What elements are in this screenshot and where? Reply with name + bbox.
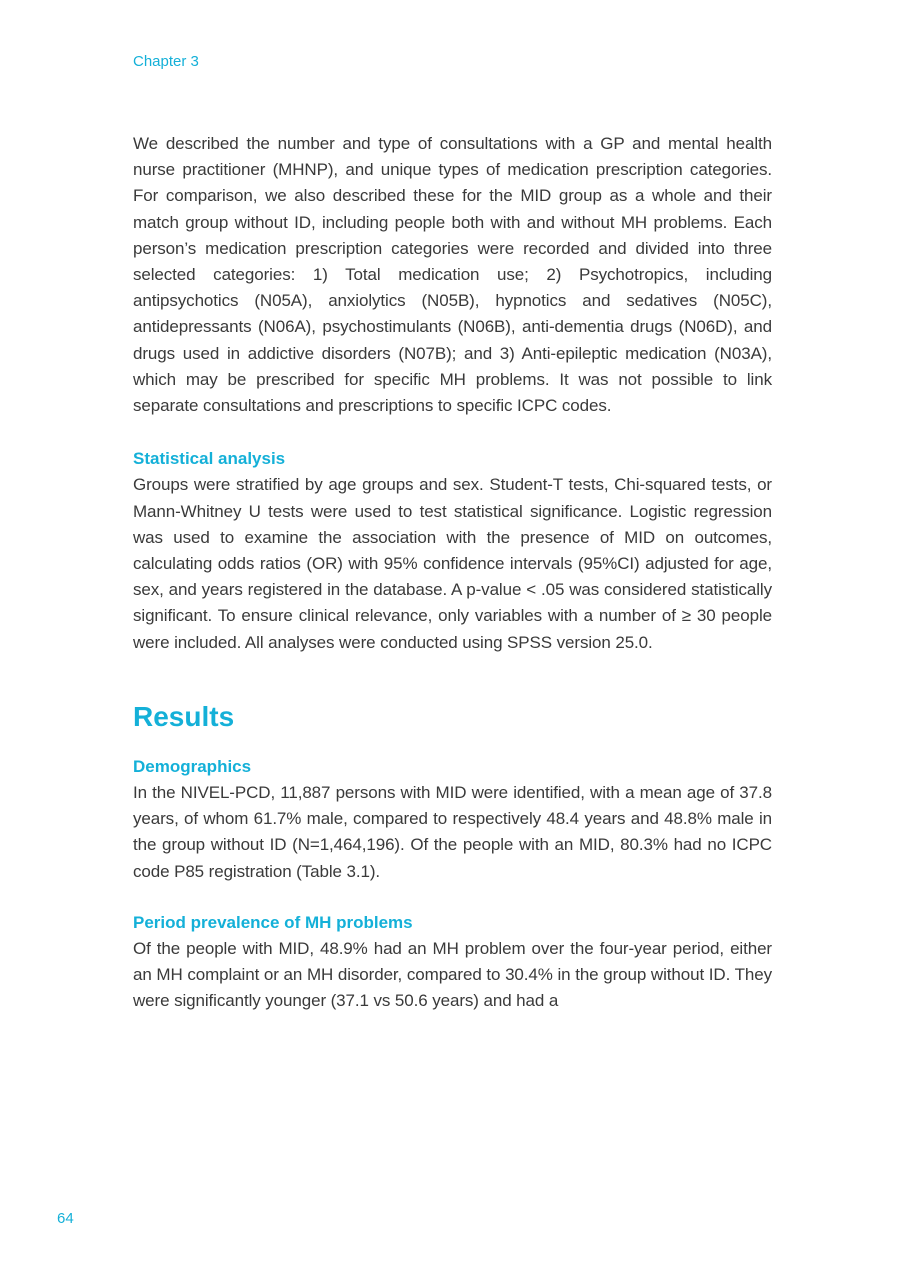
results-heading: Results xyxy=(133,700,235,732)
statistical-analysis-heading: Statistical analysis xyxy=(133,449,286,469)
page-number: 64 xyxy=(57,1210,74,1227)
statistical-analysis-paragraph: Groups were stratified by age groups and sex. Student-T tests, Chi-squared tests, or Mann-Whitney U tests were used to test statistical significance. Logistic regression was used to examine the association with the presence of MID on outcomes, calculating odds ratios (OR) with 95% confidence intervals (95%CI) adjusted for age, sex, and years registered in the database. A p-value < .05 was considered statistically significant. To ensure clinical relevance, only variables with a number of ≥ 30 people were included. All analyses were conducted using SPSS version 25.0. xyxy=(133,475,772,652)
demographics-paragraph: In the NIVEL-PCD, 11,887 persons with MID were identified, with a mean age of 37.8 years, of whom 61.7% male, compared to respectively 48.4 years and 48.8% male in the group without ID (N=1,464,196). Of the people with an MID, 80.3% had no ICPC code P85 registration (Table 3.1). xyxy=(133,783,772,881)
period-prevalence-heading: Period prevalence of MH problems xyxy=(133,912,413,932)
methods-paragraph: We described the number and type of consultations with a GP and mental health nurse practitioner (MHNP), and unique types of medication prescription categories. For comparison, we also described these for the MID group as a whole and their match group without ID, including people both with and without MH problems. Each person’s medication prescription categories were recorded and divided into three selected categories: 1) Total medication use; 2) Psychotropics, including antipsychotics (N05A), anxiolytics (N05B), hypnotics and sedatives (N05C), antidepressants (N06A), psychostimulants (N06B), anti-dementia drugs (N06D), and drugs used in addictive disorders (N07B); and 3) Anti-epileptic medication (N03A), which may be prescribed for specific MH problems. It was not possible to link separate consultations and prescriptions to specific ICPC codes. xyxy=(133,134,772,416)
chapter-label: Chapter 3 xyxy=(133,53,199,70)
page-content xyxy=(133,131,772,1015)
demographics-heading: Demographics xyxy=(133,756,252,776)
period-prevalence-paragraph: Of the people with MID, 48.9% had an MH problem over the four-year period, either an MH complaint or an MH disorder, compared to 30.4% in the group without ID. They were significantly younger (37.1 vs 50.6 years) and had a xyxy=(133,939,772,1011)
